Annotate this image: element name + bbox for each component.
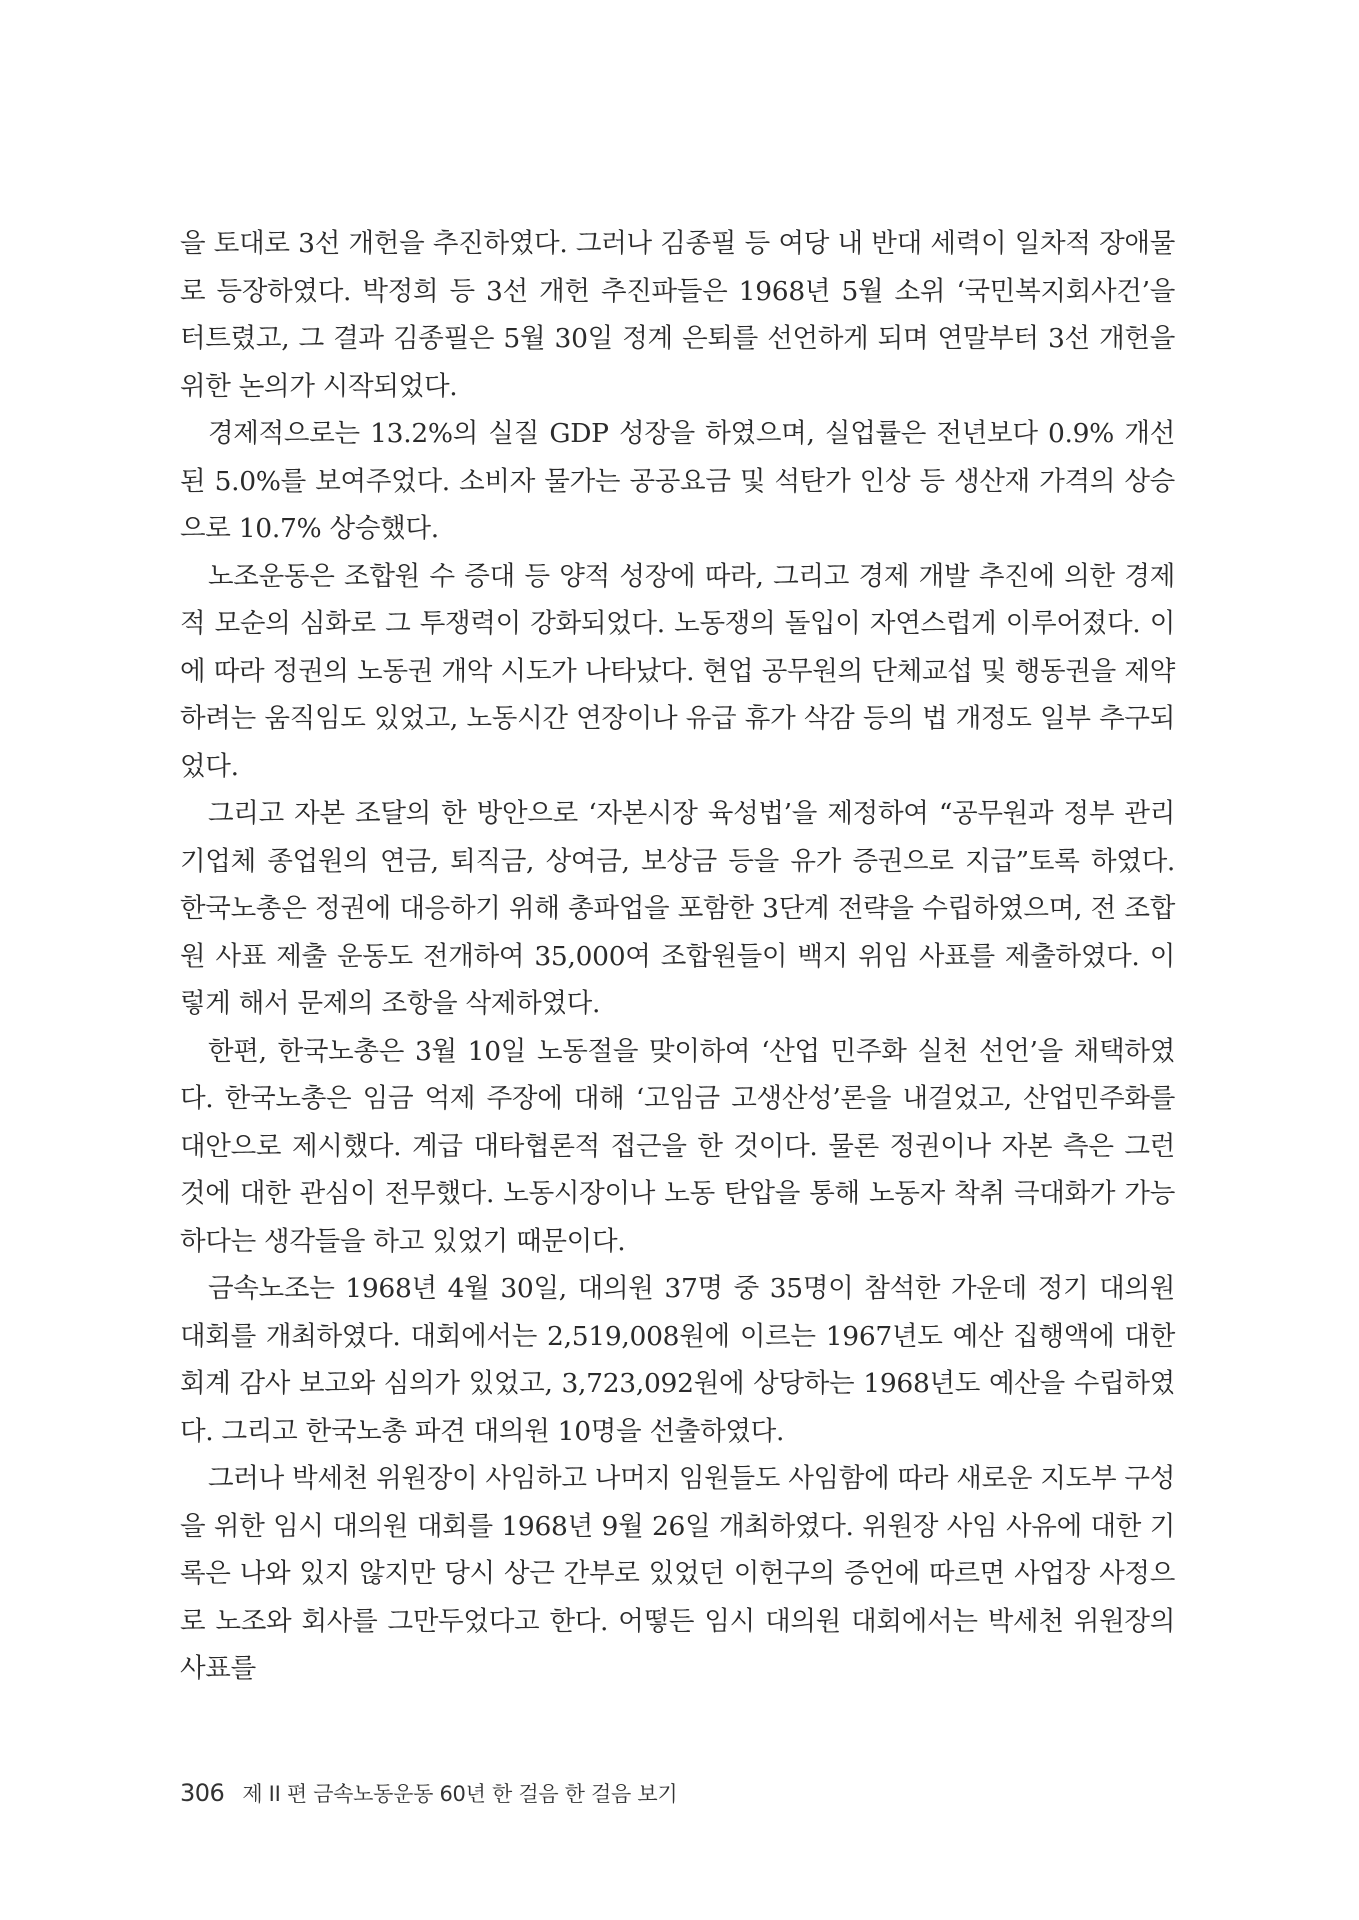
page-footer <box>180 1778 677 1808</box>
page-number: 306 <box>180 1779 225 1807</box>
paragraph-labor-movement: 노조운동은 조합원 수 증대 등 양적 성장에 따라, 그리고 경제 개발 추진에 의한 경제적 모순의 심화로 그 투쟁력이 강화되었다. 노동쟁의 돌입이 자연스럽게 이루어졌다. 이에 따라 정권의 노동권 개악 시도가 나타났다. 현업 공무원의 단체교섭 및 행동권을 제약하려는 움직임도 있었고, 노동시간 연장이나 유급 휴가 삭감 등의 법 개정도 일부 추구되었다. <box>180 560 1175 782</box>
running-title: 제 II 편 금속노동운동 60년 한 걸음 한 걸음 보기 <box>242 1782 678 1806</box>
paragraph-industrial-democracy: 한편, 한국노총은 3월 10일 노동절을 맞이하여 ‘산업 민주화 실천 선언’을 채택하였다. 한국노총은 임금 억제 주장에 대해 ‘고임금 고생산성’론을 내걸었고, 산업민주화를 대안으로 제시했다. 계급 대타협론적 접근을 한 것이다. 물론 정권이나 자본 측은 그런 것에 대한 관심이 전무했다. 노동시장이나 노동 탄압을 통해 노동자 착취 극대화가 가능하다는 생각들을 하고 있었기 때문이다. <box>180 1035 1175 1257</box>
paragraph-continued: 을 토대로 3선 개헌을 추진하였다. 그러나 김종필 등 여당 내 반대 세력이 일차적 장애물로 등장하였다. 박정희 등 3선 개헌 추진파들은 1968년 5월 소위 ‘국민복지회사건’을 터트렸고, 그 결과 김종필은 5월 30일 정계 은퇴를 선언하게 되며 연말부터 3선 개헌을 위한 논의가 시작되었다. <box>180 228 1175 402</box>
paragraph-economy: 경제적으로는 13.2%의 실질 GDP 성장을 하였으며, 실업률은 전년보다 0.9% 개선된 5.0%를 보여주었다. 소비자 물가는 공공요금 및 석탄가 인상 등 생산재 가격의 상승으로 10.7% 상승했다. <box>180 418 1175 544</box>
paragraph-capital-market-law: 그리고 자본 조달의 한 방안으로 ‘자본시장 육성법’을 제정하여 “공무원과 정부 관리 기업체 종업원의 연금, 퇴직금, 상여금, 보상금 등을 유가 증권으로 지급”토록 하였다. 한국노총은 정권에 대응하기 위해 총파업을 포함한 3단계 전략을 수립하였으며, 전 조합원 사표 제출 운동도 전개하여 35,000여 조합원들이 백지 위임 사표를 제출하였다. 이렇게 해서 문제의 조항을 삭제하였다. <box>180 798 1175 1019</box>
paragraph-metal-union-convention: 금속노조는 1968년 4월 30일, 대의원 37명 중 35명이 참석한 가운데 정기 대의원 대회를 개최하였다. 대회에서는 2,519,008원에 이르는 1967년도 예산 집행액에 대한 회계 감사 보고와 심의가 있었고, 3,723,092원에 상당하는 1968년도 예산을 수립하였다. 그리고 한국노총 파견 대의원 10명을 선출하였다. <box>180 1273 1175 1447</box>
page-body <box>180 220 1175 1693</box>
paragraph-extraordinary-convention: 그러나 박세천 위원장이 사임하고 나머지 임원들도 사임함에 따라 새로운 지도부 구성을 위한 임시 대의원 대회를 1968년 9월 26일 개최하였다. 위원장 사임 사유에 대한 기록은 나와 있지 않지만 당시 상근 간부로 있었던 이헌구의 증언에 따르면 사업장 사정으로 노조와 회사를 그만두었다고 한다. 어떻든 임시 대의원 대회에서는 박세천 위원장의 사표를 <box>180 1463 1175 1684</box>
